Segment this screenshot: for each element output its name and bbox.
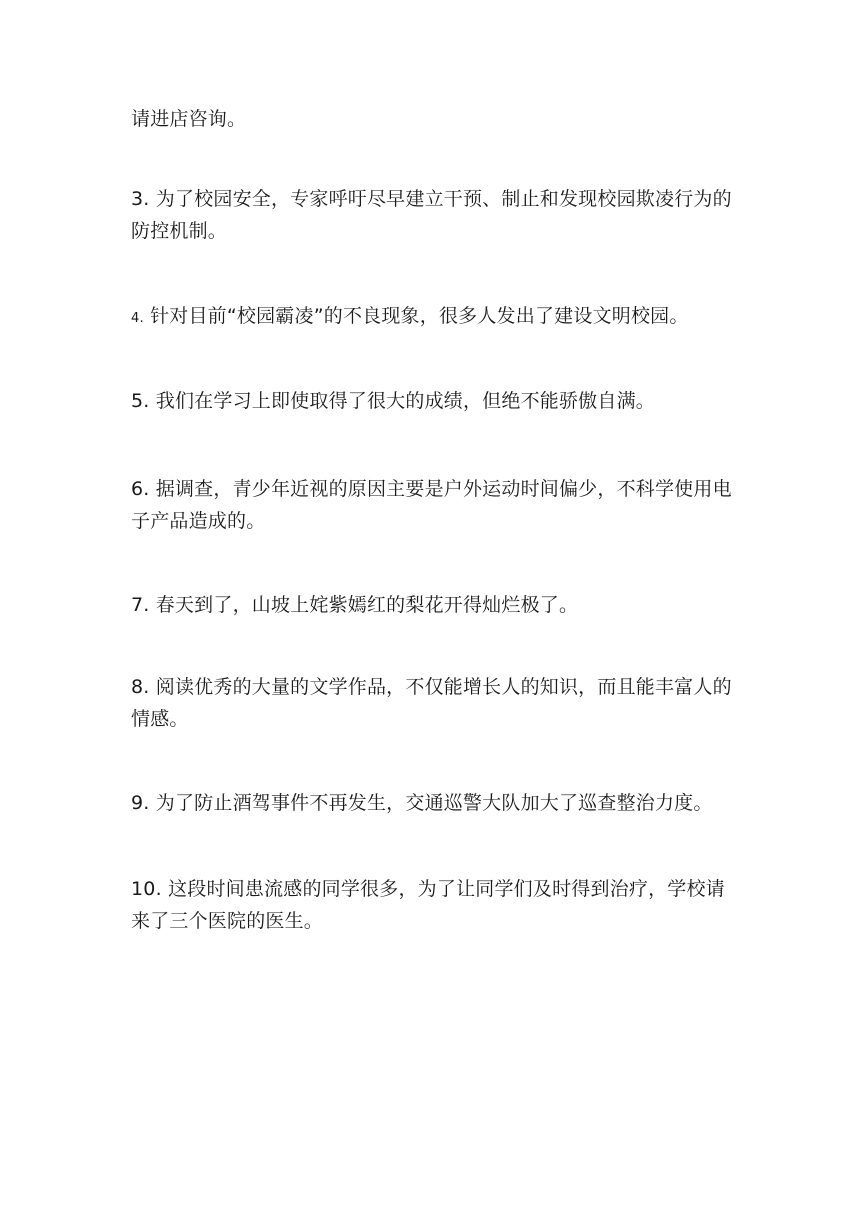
list-item-3 [131, 183, 741, 247]
item-number: 8. [131, 676, 150, 698]
item-text: 为了校园安全，专家呼吁尽早建立干预、制止和发现校园欺凌行为的防控机制。 [131, 188, 732, 242]
list-item-5 [131, 385, 741, 417]
list-item-6 [131, 473, 741, 537]
item-text: 据调查，青少年近视的原因主要是户外运动时间偏少，不科学使用电子产品造成的。 [131, 478, 732, 532]
item-number: 5. [131, 390, 150, 412]
item-number: 4. [131, 311, 144, 326]
item-text: 针对目前“校园霸凌”的不良现象，很多人发出了建设文明校园。 [150, 305, 689, 327]
item-number: 10. [131, 878, 162, 900]
item-number: 6. [131, 478, 150, 500]
item-number: 9. [131, 792, 150, 814]
item-text: 我们在学习上即使取得了很大的成绩，但绝不能骄傲自满。 [155, 390, 655, 412]
list-item-9 [131, 787, 741, 819]
item-text: 这段时间患流感的同学很多，为了让同学们及时得到治疗，学校请来了三个医院的医生。 [131, 878, 725, 932]
item-text: 为了防止酒驾事件不再发生，交通巡警大队加大了巡查整治力度。 [155, 792, 713, 814]
item-text: 春天到了，山坡上姹紫嫣红的梨花开得灿烂极了。 [155, 594, 579, 616]
paragraph-text: 请进店咨询。 [131, 108, 247, 130]
list-item-8 [131, 671, 741, 735]
list-item-7 [131, 589, 741, 621]
item-number: 7. [131, 594, 150, 616]
list-item-10 [131, 873, 741, 937]
item-number: 3. [131, 188, 150, 210]
item-text: 阅读优秀的大量的文学作品，不仅能增长人的知识，而且能丰富人的情感。 [131, 676, 732, 730]
list-item-4 [131, 300, 741, 335]
paragraph-continuation [131, 103, 741, 135]
